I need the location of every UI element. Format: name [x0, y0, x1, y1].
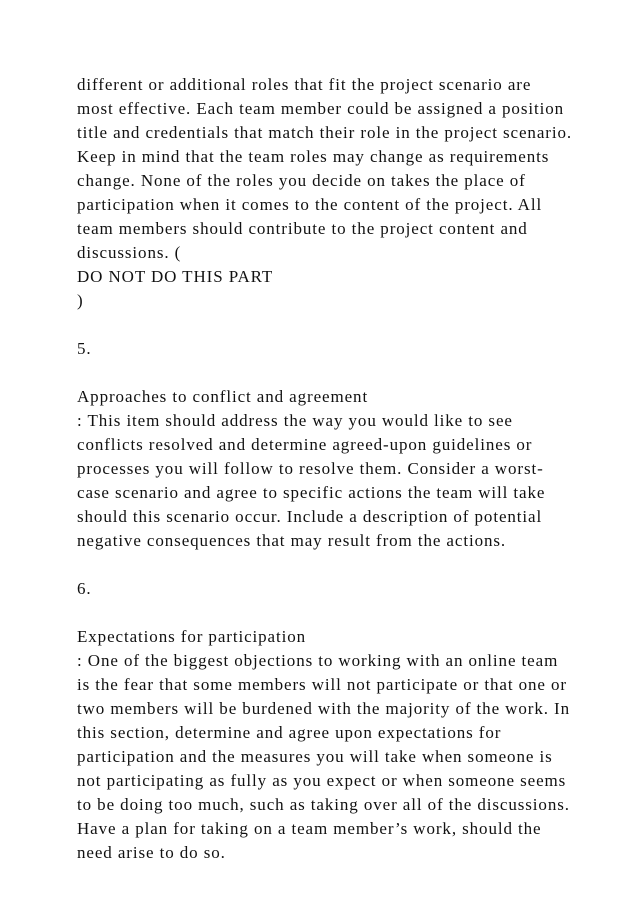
section-heading: Expectations for participation: [77, 627, 307, 646]
text-line: two members will be burdened with the majority of the work. In: [77, 699, 570, 718]
text-line: need arise to do so.: [77, 843, 226, 862]
text-line: change. None of the roles you decide on takes the place of: [77, 171, 526, 190]
blank-line: [77, 361, 617, 385]
blank-line: [77, 601, 617, 625]
text-line: : One of the biggest objections to working with an online team: [77, 651, 559, 670]
text-line: participation when it comes to the content of the project. All: [77, 195, 543, 214]
text-line: is the fear that some members will not participate or that one or: [77, 675, 567, 694]
text-line: should this scenario occur. Include a description of potential: [77, 507, 543, 526]
document-body: [77, 73, 617, 865]
text-line: processes you will follow to resolve them. Consider a worst-: [77, 459, 544, 478]
text-line: not participating as fully as you expect or when someone seems: [77, 771, 567, 790]
text-line: case scenario and agree to specific actions the team will take: [77, 483, 546, 502]
text-line: team members should contribute to the project content and: [77, 219, 528, 238]
blank-line: [77, 553, 617, 577]
text-line: to be doing too much, such as taking over all of the discussions.: [77, 795, 570, 814]
text-line: conflicts resolved and determine agreed-upon guidelines or: [77, 435, 533, 454]
text-line: ): [77, 291, 84, 310]
text-line: negative consequences that may result from the actions.: [77, 531, 507, 550]
text-line-emphasis: DO NOT DO THIS PART: [77, 267, 274, 286]
section-heading: Approaches to conflict and agreement: [77, 387, 369, 406]
section-number: 6.: [77, 579, 92, 598]
text-line: this section, determine and agree upon expectations for: [77, 723, 502, 742]
text-line: : This item should address the way you would like to see: [77, 411, 513, 430]
text-line: discussions. (: [77, 243, 182, 262]
text-line: different or additional roles that fit the project scenario are: [77, 75, 532, 94]
text-line: Keep in mind that the team roles may change as requirements: [77, 147, 550, 166]
blank-line: [77, 313, 617, 337]
text-line: Have a plan for taking on a team member’s work, should the: [77, 819, 542, 838]
text-line: most effective. Each team member could be assigned a position: [77, 99, 565, 118]
text-line: participation and the measures you will take when someone is: [77, 747, 553, 766]
section-number: 5.: [77, 339, 92, 358]
text-line: title and credentials that match their role in the project scenario.: [77, 123, 572, 142]
